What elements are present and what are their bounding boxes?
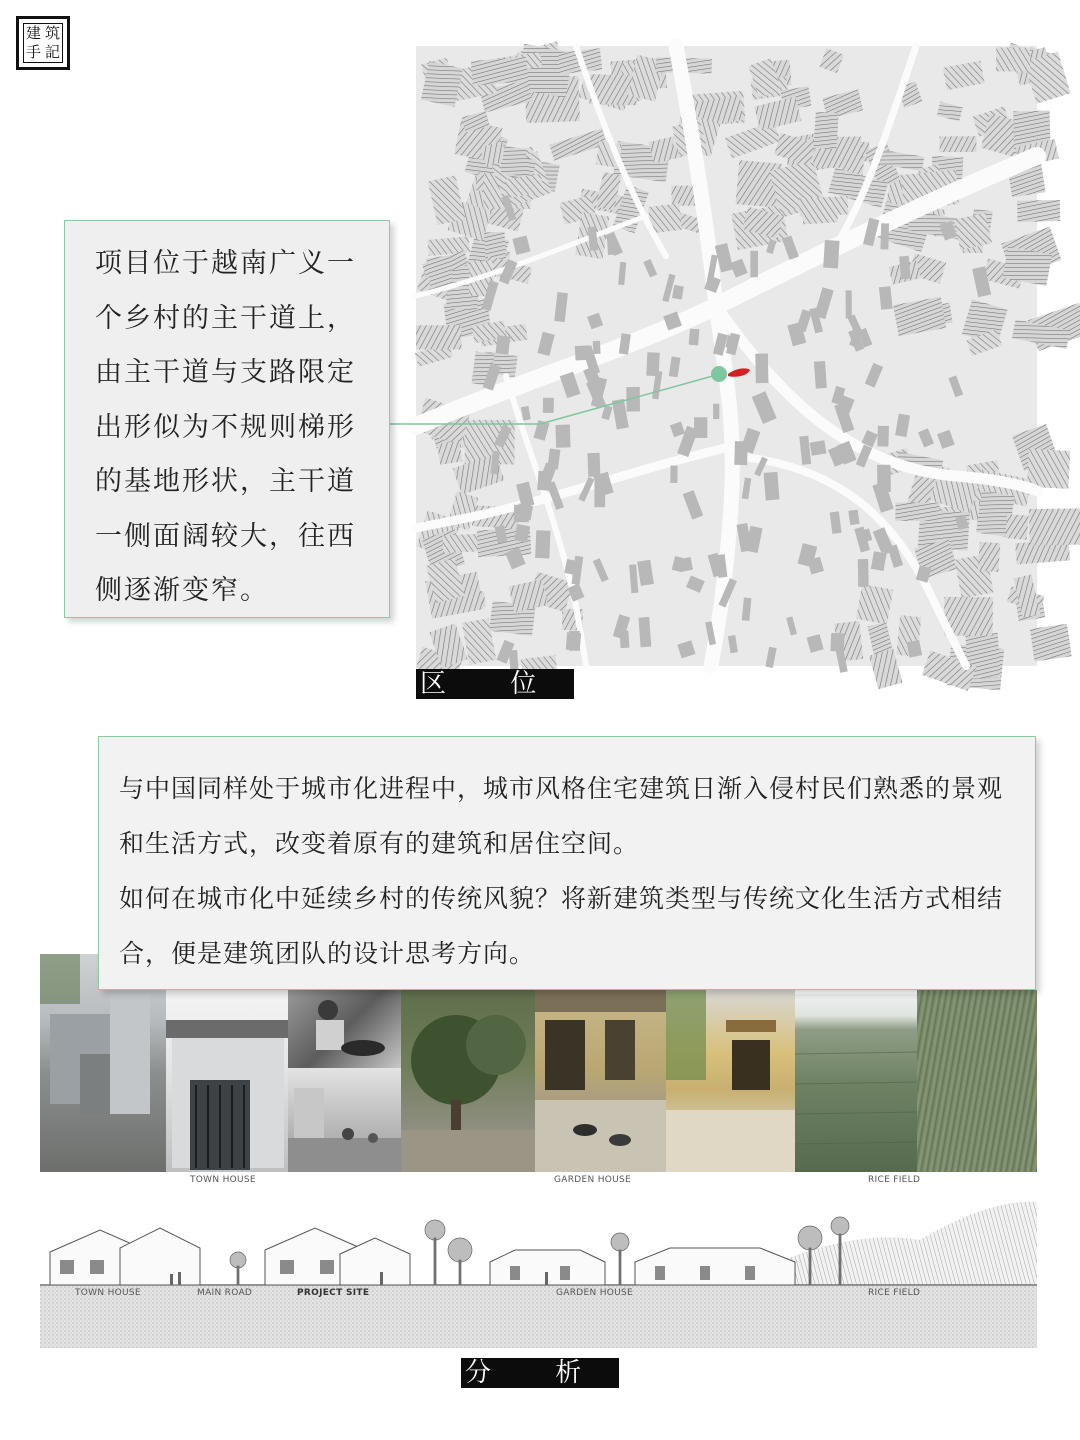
field-plot — [471, 57, 528, 86]
building-footprint — [566, 632, 581, 650]
building-footprint — [626, 387, 640, 412]
field-plot — [856, 584, 893, 624]
intro-paragraph-2: 如何在城市化中延续乡村的传统风貌？将新建筑类型与传统文化生活方式相结合，便是建筑团队的设计思考方向。 — [119, 884, 1004, 968]
field-plot — [416, 325, 462, 349]
building-footprint — [670, 466, 677, 483]
section-caption-project-site: PROJECT SITE — [297, 1288, 370, 1298]
location-map-label: 区 位 图 — [416, 669, 574, 699]
field-plot — [1005, 514, 1029, 540]
building-footprint — [575, 345, 590, 360]
section-caption-garden-house: GARDEN HOUSE — [556, 1288, 634, 1298]
building-footprint — [588, 453, 601, 477]
photo-rice-field-1 — [795, 994, 917, 1172]
logo-char-4: 記 — [44, 43, 60, 61]
building-footprint — [846, 290, 852, 318]
logo-char-3: 手 — [25, 43, 41, 61]
photo-street-vendor — [288, 990, 401, 1068]
location-map — [416, 46, 1037, 666]
brand-logo — [16, 16, 70, 70]
building-footprint — [823, 240, 839, 268]
field-plot — [426, 255, 454, 289]
field-plot — [1027, 449, 1070, 489]
building-footprint — [877, 426, 889, 447]
caption-town-house: TOWN HOUSE — [190, 1175, 256, 1185]
building-footprint — [639, 617, 652, 647]
photo-garden-house-1 — [535, 990, 666, 1172]
field-plot — [1030, 624, 1072, 662]
building-footprint — [858, 559, 869, 587]
section-caption-town-house: TOWN HOUSE — [75, 1288, 141, 1298]
building-footprint — [899, 256, 910, 279]
field-plot — [501, 146, 527, 176]
field-plot — [940, 136, 977, 152]
locator-dot — [711, 366, 727, 382]
caption-rice-field: RICE FIELD — [868, 1175, 921, 1185]
building-footprint — [880, 223, 889, 249]
intro-paragraph-1: 与中国同样处于城市化进程中，城市风格住宅建筑日渐入侵村民们熟悉的景观和生活方式，改变着原有的建筑和居住空间。 — [119, 774, 1004, 858]
analysis-diagram-label: 分 析 图 — [461, 1358, 619, 1388]
building-footprint — [750, 251, 758, 277]
building-footprint — [543, 398, 554, 413]
building-footprint — [755, 353, 768, 383]
building-footprint — [877, 465, 891, 492]
photo-main-road — [288, 1068, 401, 1172]
section-caption-main-road: MAIN ROAD — [197, 1288, 253, 1298]
building-footprint — [814, 361, 827, 389]
logo-char-2: 筑 — [44, 24, 60, 42]
building-footprint — [689, 329, 700, 346]
field-plot — [813, 112, 838, 150]
urbanization-intro-box — [98, 736, 1036, 990]
building-footprint — [810, 440, 827, 455]
section-caption-rice-field: RICE FIELD — [868, 1288, 921, 1298]
field-plot — [978, 542, 1001, 572]
logo-char-1: 建 — [25, 24, 41, 42]
map-drawing — [416, 46, 1037, 666]
site-section-drawing — [40, 1190, 1037, 1348]
section-illustration — [40, 1190, 1037, 1348]
photo-garden-house-2 — [666, 990, 795, 1172]
caption-garden-house: GARDEN HOUSE — [554, 1175, 632, 1185]
photo-town-house-2 — [166, 990, 288, 1172]
field-plot — [1017, 200, 1060, 222]
location-description: 项目位于越南广义一 个乡村的主干道上， 由主干道与支路限定 出形似为不规则梯形 的基地形状，主干道 一侧面阔较大，往西 侧逐渐变窄。 — [95, 248, 356, 606]
building-footprint — [495, 335, 510, 355]
building-footprint — [646, 352, 660, 376]
building-footprint — [535, 530, 550, 558]
building-footprint — [764, 472, 780, 501]
photo-garden-trees — [401, 990, 535, 1172]
building-footprint — [713, 404, 719, 419]
building-footprint — [555, 425, 570, 448]
field-plot — [1029, 508, 1080, 545]
location-description-box — [64, 220, 390, 618]
photo-rice-field-2 — [917, 990, 1037, 1172]
building-footprint — [593, 341, 601, 354]
field-plot — [799, 196, 848, 216]
field-plot — [895, 503, 939, 521]
field-plot — [437, 441, 462, 465]
building-footprint — [879, 286, 893, 310]
building-footprint — [848, 510, 859, 526]
building-footprint — [678, 557, 693, 572]
field-plot — [996, 47, 1030, 71]
